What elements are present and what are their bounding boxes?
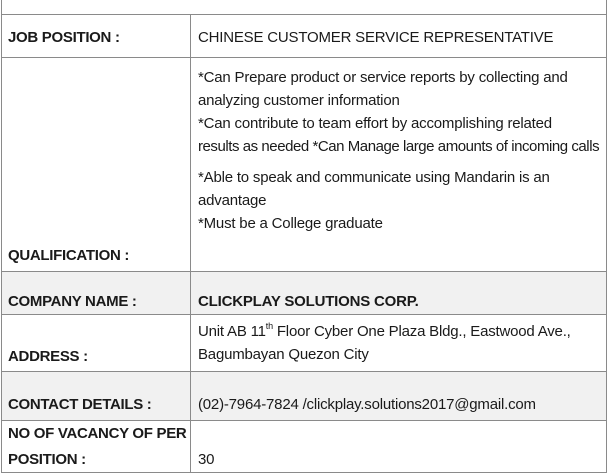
address-row: [1, 314, 607, 371]
company-label: COMPANY NAME :: [8, 293, 137, 310]
qualification-line: advantage: [198, 192, 267, 209]
qualification-line: *Must be a College graduate: [198, 215, 383, 232]
address-value: [198, 320, 604, 366]
qualification-line: results as needed *Can Manage large amounts of incoming calls: [198, 138, 600, 155]
table-right-border: [606, 0, 607, 472]
job-position-label: JOB POSITION :: [8, 29, 120, 46]
qualification-list: [198, 66, 604, 235]
contact-row: [1, 371, 607, 420]
vacancy-row: [1, 420, 607, 473]
contact-label: CONTACT DETAILS :: [8, 396, 152, 413]
company-value: CLICKPLAY SOLUTIONS CORP.: [198, 293, 419, 310]
contact-value: (02)-7964-7824 /clickplay.solutions2017@gmail.com: [198, 396, 536, 413]
qualification-line: *Can Prepare product or service reports by collecting and: [198, 69, 568, 86]
column-divider: [190, 272, 191, 314]
vacancy-label-line-1: NO OF VACANCY OF PER: [8, 425, 187, 442]
column-divider: [190, 421, 191, 472]
column-divider: [190, 15, 191, 57]
column-divider: [190, 315, 191, 371]
qualification-line: analyzing customer information: [198, 92, 400, 109]
job-position-value: CHINESE CUSTOMER SERVICE REPRESENTATIVE: [198, 29, 554, 46]
qualification-line: *Can contribute to team effort by accomplishing related: [198, 115, 552, 132]
address-line-2: Bagumbayan Quezon City: [198, 346, 369, 363]
column-divider: [190, 58, 191, 271]
qualification-label: QUALIFICATION :: [8, 247, 130, 264]
job-position-row: [1, 14, 607, 57]
address-line-1: Unit AB 11th Floor Cyber One Plaza Bldg., Eastwood Ave.,: [198, 321, 571, 340]
table-left-border: [1, 0, 2, 472]
vacancy-value: 30: [198, 451, 215, 468]
company-row: [1, 271, 607, 314]
vacancy-label-line-2: POSITION :: [8, 451, 86, 468]
address-label: ADDRESS :: [8, 348, 88, 365]
qualification-row: [1, 57, 607, 271]
column-divider: [190, 372, 191, 420]
qualification-line: *Able to speak and communicate using Mandarin is an: [198, 169, 550, 186]
